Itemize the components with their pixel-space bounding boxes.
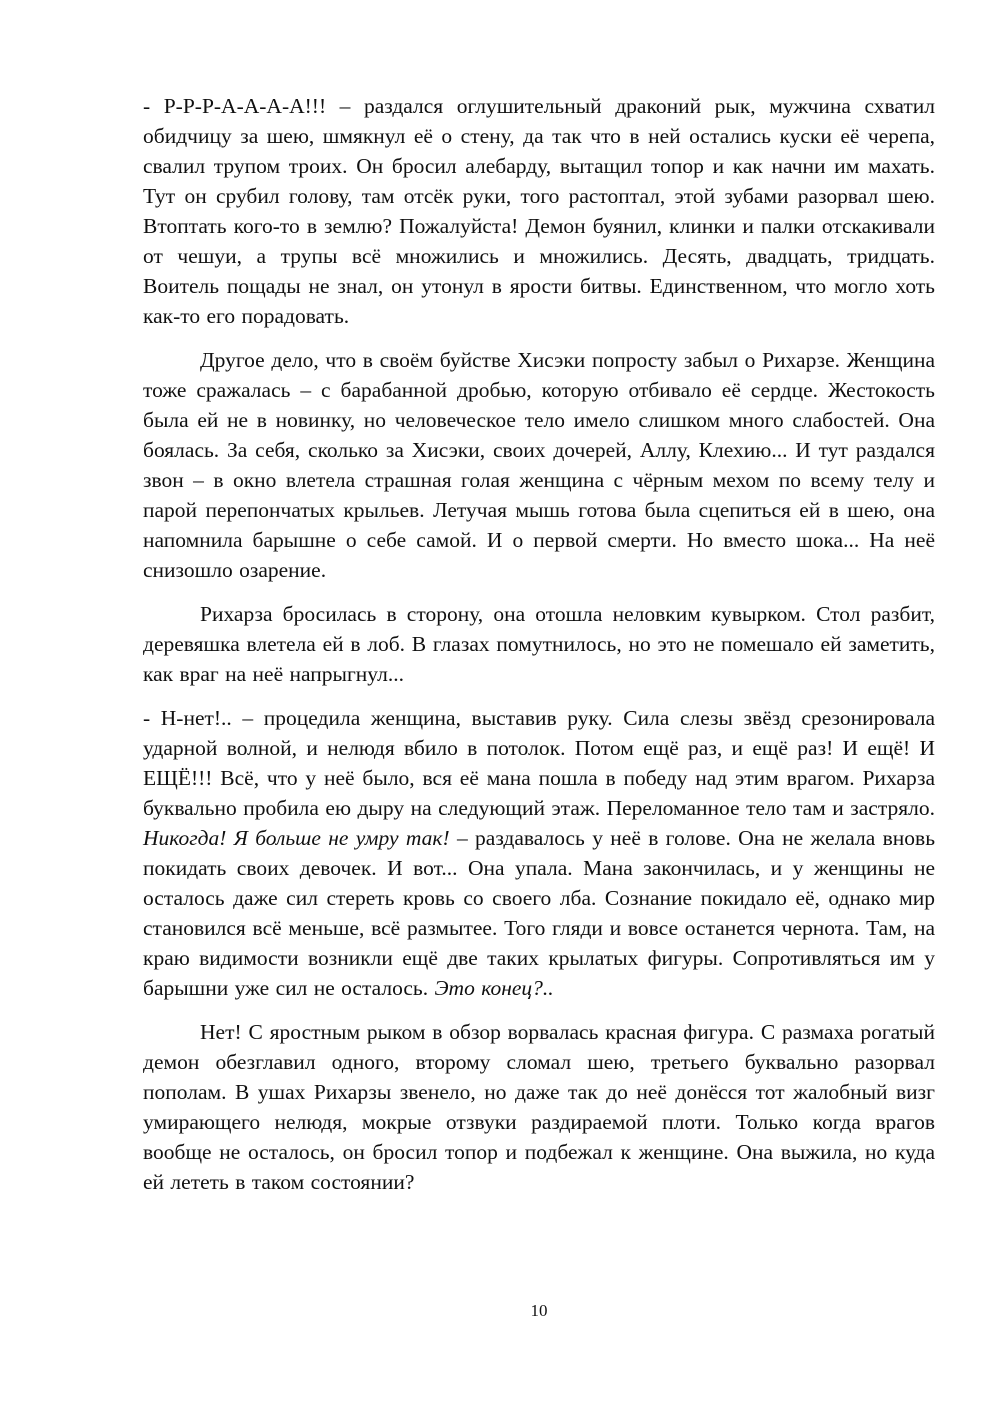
paragraph-hiseki-forgot [143,345,935,585]
paragraph-red-figure [143,1017,935,1197]
paragraph-text-italic: Это конец?.. [434,976,554,1000]
paragraph-text: Рихарза бросилась в сторону, она отошла неловким кувырком. Стол разбит, деревяшка влетела ей в лоб. В глазах помутнилось, но это не помешало ей заметить, как враг на неё напрыгнул... [143,602,935,686]
paragraph-text: Нет! С яростным рыком в обзор ворвалась красная фигура. С размаха рогатый демон обезглавил одного, второму сломал шею, третьего буквально разорвал пополам. В ушах Рихарзы звенело, но даже так до неё донёсся тот жалобный визг умирающего нелюдя, мокрые отзвуки раздираемой плоти. Только когда врагов вообще не осталось, он бросил топор и подбежал к женщине. Она выжила, но куда ей лететь в таком состоянии? [143,1020,935,1194]
paragraph-dialogue-roar [143,91,935,331]
paragraph-text-italic: Никогда! Я больше не умру так! [143,826,450,850]
paragraph-text: Другое дело, что в своём буйстве Хисэки попросту забыл о Рихарзе. Женщина тоже сражалась – с барабанной дробью, которую отбивало её сердце. Жестокость была ей не в новинку, но человеческое тело имело слишком много слабостей. Она боялась. За себя, сколько за Хисэки, своих дочерей, Аллу, Клехию... И тут раздался звон – в окно влетела страшная голая женщина с чёрным мехом по всему телу и парой перепончатых крыльев. Летучая мышь готова была сцепиться ей в шею, она напомнила барышне о себе самой. И о первой смерти. Но вместо шока... На неё снизошло озарение. [143,348,935,582]
paragraph-text: - Н-нет!.. – процедила женщина, выставив руку. Сила слезы звёзд срезонировала ударной волной, и нелюдя вбило в потолок. Потом ещё раз, и ещё раз! И ещё! И ЕЩЁ!!! Всё, что у неё было, вся её мана пошла в победу над этим врагом. Рихарза буквально пробила ею дыру на следующий этаж. Переломанное тело там и застряло. [143,706,935,820]
page-number: 10 [530,1301,548,1320]
paragraph-text: - Р-Р-Р-А-А-А-А!!! – раздался оглушительный драконий рык, мужчина схватил обидчицу за шею, шмякнул её о стену, да так что в ней остались куски её черепа, свалил трупом троих. Он бросил алебарду, вытащил топор и как начни им махать. Тут он срубил голову, там отсёк руки, того растоптал, этой зубами разорвал шею. Втоптать кого-то в землю? Пожалуйста! Демон буянил, клинки и палки отскакивали от чешуи, а трупы всё множились и множились. Десять, двадцать, тридцать. Воитель пощады не знал, он утонул в ярости битвы. Единственном, что могло хоть как-то его порадовать. [143,94,935,328]
paragraph-text: – раздавалось у неё в голове. Она не желала вновь покидать своих девочек. И вот... Она упала. Мана закончилась, и у женщины не осталось даже сил стереть кровь со своего лба. Сознание покидало её, однако мир становился всё меньше, всё размытее. Того гляди и вовсе останется чернота. Там, на краю видимости возникли ещё две таких крылатых фигуры. Сопротивляться им у барышни уже сил не осталось. [143,826,936,1000]
paragraph-dialogue-no [143,703,935,1003]
text-block [143,91,935,1211]
paragraph-riharza-dodge [143,599,935,689]
